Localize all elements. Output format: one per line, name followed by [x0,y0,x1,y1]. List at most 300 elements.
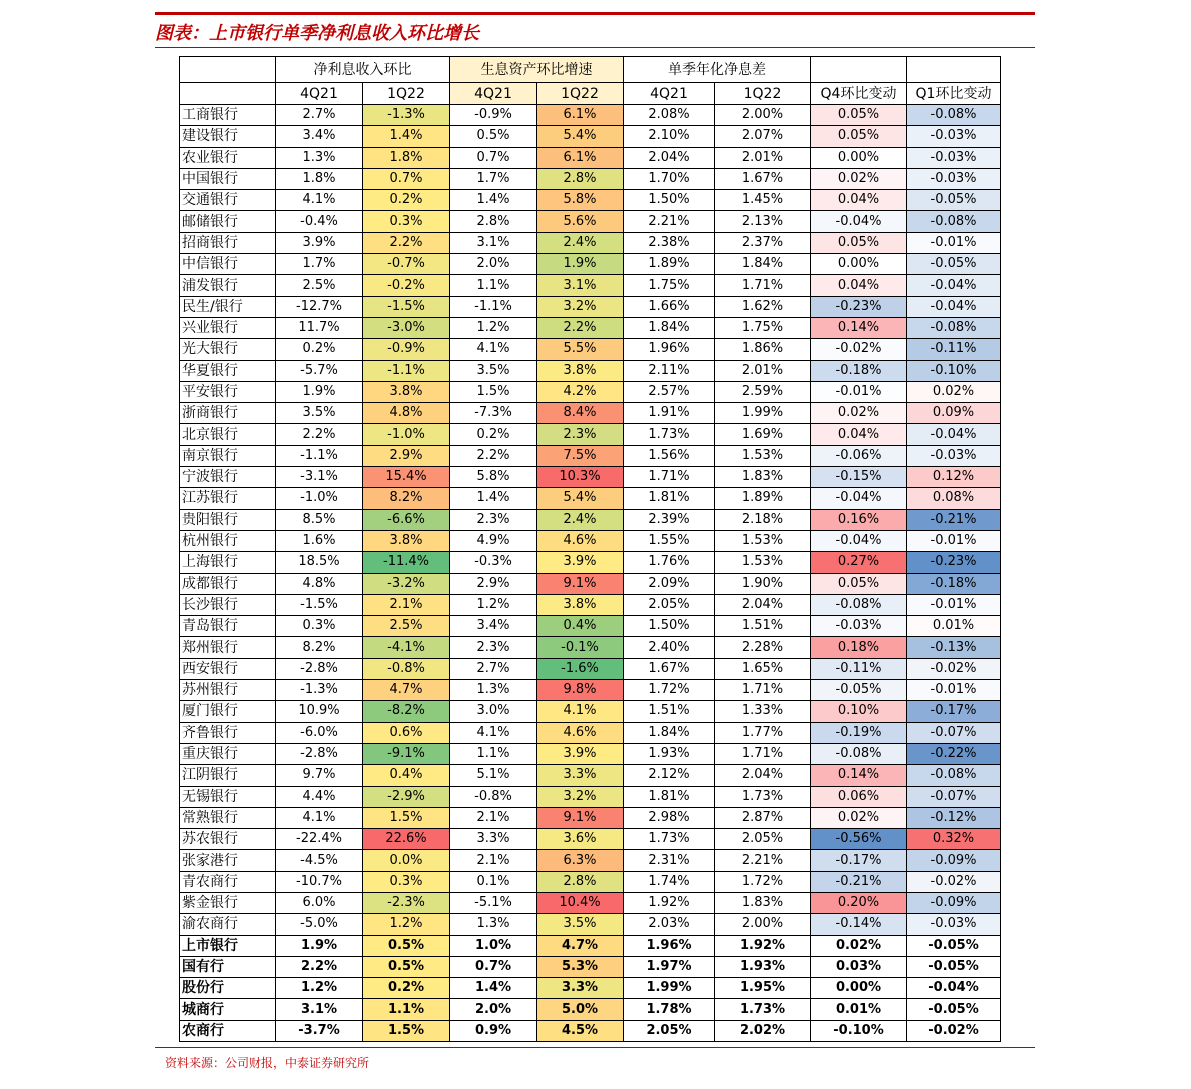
table-cell: 18.5% [276,552,363,573]
table-cell: 1.72% [715,871,811,892]
summary-row [180,1020,1001,1041]
table-cell: 4.1% [450,339,537,360]
table-row [180,296,1001,317]
table-cell: 0.2% [276,339,363,360]
table-cell: 0.12% [907,467,1001,488]
header-sub: 4Q21 [450,83,537,105]
table-cell: 1.93% [624,743,715,764]
table-cell: 1.67% [715,168,811,189]
table-cell: 1.8% [363,147,450,168]
table-cell: -0.22% [907,743,1001,764]
row-label: 青岛银行 [180,616,276,637]
table-cell: -0.05% [811,680,907,701]
table-cell: -0.11% [907,339,1001,360]
table-cell: 1.83% [715,467,811,488]
table-cell: -0.05% [907,935,1001,956]
table-cell: -0.04% [907,424,1001,445]
table-cell: 1.53% [715,530,811,551]
table-cell: -1.5% [363,296,450,317]
table-cell: 1.45% [715,190,811,211]
table-cell: 1.89% [624,254,715,275]
table-cell: 4.1% [276,807,363,828]
table-row [180,254,1001,275]
table-cell: -0.03% [907,126,1001,147]
table-cell: 2.21% [715,850,811,871]
header-sub: Q1环比变动 [907,83,1001,105]
table-cell: -0.05% [907,254,1001,275]
table-cell: 1.92% [624,892,715,913]
table-cell: -6.0% [276,722,363,743]
header-blank-q4 [811,57,907,83]
table-cell: -0.10% [907,360,1001,381]
header-row-periods [180,83,1001,105]
table-cell: 3.1% [276,999,363,1020]
table-cell: 1.3% [276,147,363,168]
row-label: 上市银行 [180,935,276,956]
table-cell: 2.7% [450,658,537,679]
table-cell: 4.6% [537,530,624,551]
table-cell: 1.62% [715,296,811,317]
table-cell: 1.56% [624,445,715,466]
table-cell: 2.01% [715,147,811,168]
table-cell: 0.02% [907,381,1001,402]
row-label: 无锡银行 [180,786,276,807]
table-cell: 0.6% [363,722,450,743]
table-cell: -0.56% [811,829,907,850]
table-cell: -0.18% [811,360,907,381]
row-label: 渝农商行 [180,914,276,935]
summary-row [180,956,1001,977]
table-cell: 1.2% [450,317,537,338]
row-label: 农商行 [180,1020,276,1041]
row-label: 成都银行 [180,573,276,594]
table-cell: -0.08% [811,743,907,764]
table-cell: 9.1% [537,807,624,828]
summary-row [180,978,1001,999]
table-cell: 1.70% [624,168,715,189]
table-cell: 10.4% [537,892,624,913]
row-label: 宁波银行 [180,467,276,488]
table-cell: 8.2% [363,488,450,509]
table-row [180,509,1001,530]
table-cell: -0.06% [811,445,907,466]
table-cell: 1.81% [624,488,715,509]
table-cell: 1.75% [715,317,811,338]
table-cell: 0.4% [537,616,624,637]
table-cell: 22.6% [363,829,450,850]
table-row [180,360,1001,381]
table-cell: 1.55% [624,530,715,551]
table-cell: 1.69% [715,424,811,445]
row-label: 光大银行 [180,339,276,360]
table-cell: -0.08% [907,105,1001,126]
table-cell: 2.05% [624,594,715,615]
row-label: 中国银行 [180,168,276,189]
table-cell: 3.1% [450,232,537,253]
row-label: 苏农银行 [180,829,276,850]
table-cell: 2.39% [624,509,715,530]
row-label: 常熟银行 [180,807,276,828]
table-cell: -0.02% [907,871,1001,892]
table-cell: 3.6% [537,829,624,850]
table-cell: 0.7% [450,956,537,977]
row-label: 齐鲁银行 [180,722,276,743]
table-cell: 0.14% [811,765,907,786]
table-cell: 5.4% [537,488,624,509]
table-cell: -0.07% [907,722,1001,743]
table-cell: 2.04% [715,765,811,786]
row-label: 厦门银行 [180,701,276,722]
table-cell: 1.73% [715,786,811,807]
table-cell: 0.00% [811,254,907,275]
table-cell: 0.18% [811,637,907,658]
table-cell: -0.08% [907,211,1001,232]
table-cell: 0.09% [907,403,1001,424]
table-cell: 2.00% [715,105,811,126]
table-cell: 4.9% [450,530,537,551]
row-label: 平安银行 [180,381,276,402]
table-cell: 0.2% [450,424,537,445]
table-cell: 1.99% [715,403,811,424]
table-cell: -1.5% [276,594,363,615]
table-cell: 3.1% [537,275,624,296]
table-cell: 0.10% [811,701,907,722]
table-cell: 4.6% [537,722,624,743]
title-bar [155,12,1035,48]
table-cell: 1.51% [624,701,715,722]
table-row [180,871,1001,892]
table-cell: 0.3% [363,871,450,892]
table-cell: 3.4% [450,616,537,637]
table-cell: -0.04% [907,978,1001,999]
header-nim: 单季年化净息差 [624,57,811,83]
table-cell: -0.01% [907,594,1001,615]
table-cell: 2.2% [363,232,450,253]
table-cell: 2.1% [363,594,450,615]
table-cell: 2.5% [363,616,450,637]
table-cell: 4.1% [537,701,624,722]
table-cell: 0.02% [811,935,907,956]
table-cell: -1.1% [363,360,450,381]
table-cell: 2.18% [715,509,811,530]
row-label: 浦发银行 [180,275,276,296]
row-label: 张家港行 [180,850,276,871]
row-label: 华夏银行 [180,360,276,381]
table-cell: -0.19% [811,722,907,743]
row-label: 浙商银行 [180,403,276,424]
table-cell: 1.77% [715,722,811,743]
table-cell: -0.03% [907,147,1001,168]
table-cell: 2.0% [450,254,537,275]
header-corner-2 [180,83,276,105]
table-cell: -3.2% [363,573,450,594]
table-cell: -2.3% [363,892,450,913]
table-cell: 0.01% [907,616,1001,637]
table-cell: -0.03% [907,445,1001,466]
table-cell: 3.0% [450,701,537,722]
table-cell: 3.9% [537,552,624,573]
table-cell: 2.11% [624,360,715,381]
table-cell: -0.01% [907,530,1001,551]
table-row [180,424,1001,445]
table-cell: 1.93% [715,956,811,977]
table-cell: 1.9% [537,254,624,275]
table-cell: 0.5% [450,126,537,147]
table-cell: 1.97% [624,956,715,977]
table-cell: 0.14% [811,317,907,338]
table-cell: 2.4% [537,232,624,253]
table-cell: -0.02% [907,1020,1001,1041]
row-label: 江阴银行 [180,765,276,786]
table-cell: -9.1% [363,743,450,764]
summary-row [180,999,1001,1020]
header-asset-growth: 生息资产环比增速 [450,57,624,83]
table-cell: -3.0% [363,317,450,338]
row-label: 招商银行 [180,232,276,253]
header-corner [180,57,276,83]
table-cell: 2.38% [624,232,715,253]
table-cell: 3.3% [537,765,624,786]
row-label: 郑州银行 [180,637,276,658]
table-cell: -0.03% [907,914,1001,935]
table-cell: -3.1% [276,467,363,488]
table-cell: 1.95% [715,978,811,999]
table-container [179,56,1001,1042]
header-sub: 1Q22 [715,83,811,105]
table-cell: 2.09% [624,573,715,594]
table-cell: 0.02% [811,168,907,189]
row-label: 股份行 [180,978,276,999]
row-label: 南京银行 [180,445,276,466]
table-cell: 2.10% [624,126,715,147]
table-cell: 4.4% [276,786,363,807]
table-cell: 0.02% [811,403,907,424]
table-cell: 2.2% [276,956,363,977]
table-row [180,232,1001,253]
table-cell: 1.72% [624,680,715,701]
row-label: 苏州银行 [180,680,276,701]
table-cell: 6.3% [537,850,624,871]
table-cell: 8.2% [276,637,363,658]
table-cell: 6.1% [537,105,624,126]
table-row [180,445,1001,466]
table-cell: 2.04% [715,594,811,615]
table-cell: 3.2% [537,296,624,317]
header-sub: 1Q22 [537,83,624,105]
table-cell: 1.4% [450,488,537,509]
table-cell: -0.10% [811,1020,907,1041]
header-row-groups [180,57,1001,83]
table-cell: 3.9% [537,743,624,764]
table-cell: 2.3% [537,424,624,445]
table-cell: -1.3% [276,680,363,701]
table-cell: 1.9% [276,381,363,402]
table-row [180,765,1001,786]
table-cell: -0.01% [811,381,907,402]
table-row [180,168,1001,189]
table-cell: -0.05% [907,190,1001,211]
table-cell: 0.06% [811,786,907,807]
table-row [180,552,1001,573]
table-cell: 2.8% [537,168,624,189]
table-cell: 2.57% [624,381,715,402]
table-cell: 1.74% [624,871,715,892]
table-cell: 2.7% [276,105,363,126]
table-cell: 1.84% [624,722,715,743]
row-label: 交通银行 [180,190,276,211]
table-cell: 4.1% [450,722,537,743]
table-cell: -0.09% [907,850,1001,871]
table-cell: 2.3% [450,637,537,658]
table-cell: 2.21% [624,211,715,232]
row-label: 青农商行 [180,871,276,892]
table-cell: 2.01% [715,360,811,381]
table-cell: 2.98% [624,807,715,828]
table-cell: -0.04% [811,211,907,232]
table-cell: 1.53% [715,445,811,466]
table-cell: 0.05% [811,232,907,253]
table-cell: 1.73% [624,424,715,445]
table-cell: 0.5% [363,935,450,956]
table-cell: 0.0% [363,850,450,871]
row-label: 中信银行 [180,254,276,275]
table-cell: -0.05% [907,999,1001,1020]
table-cell: 5.3% [537,956,624,977]
table-cell: 2.31% [624,850,715,871]
table-row [180,914,1001,935]
table-cell: -12.7% [276,296,363,317]
table-cell: 0.20% [811,892,907,913]
row-label: 西安银行 [180,658,276,679]
table-cell: 1.51% [715,616,811,637]
table-cell: -0.03% [811,616,907,637]
table-cell: -0.12% [907,807,1001,828]
table-cell: -0.04% [907,296,1001,317]
table-cell: 2.8% [537,871,624,892]
table-cell: 1.81% [624,786,715,807]
table-row [180,637,1001,658]
table-cell: 1.1% [450,743,537,764]
table-cell: 4.8% [363,403,450,424]
table-row [180,317,1001,338]
table-cell: 2.00% [715,914,811,935]
table-cell: -22.4% [276,829,363,850]
table-cell: 1.86% [715,339,811,360]
table-cell: -0.3% [450,552,537,573]
table-cell: -0.8% [450,786,537,807]
table-cell: 5.8% [450,467,537,488]
row-label: 兴业银行 [180,317,276,338]
chart-title: 图表：上市银行单季净利息收入环比增长 [155,23,479,44]
table-cell: 1.7% [450,168,537,189]
table-cell: 0.05% [811,573,907,594]
table-cell: -0.7% [363,254,450,275]
table-cell: 5.4% [537,126,624,147]
row-label: 重庆银行 [180,743,276,764]
header-blank-q1 [907,57,1001,83]
table-cell: -6.6% [363,509,450,530]
row-label: 国有行 [180,956,276,977]
table-cell: 1.3% [450,680,537,701]
table-cell: -0.17% [811,850,907,871]
table-cell: 1.99% [624,978,715,999]
table-cell: 0.7% [450,147,537,168]
table-cell: 0.04% [811,275,907,296]
table-cell: 1.9% [276,935,363,956]
table-row [180,701,1001,722]
table-cell: 1.83% [715,892,811,913]
table-cell: 1.84% [715,254,811,275]
row-label: 杭州银行 [180,530,276,551]
table-cell: 2.4% [537,509,624,530]
table-cell: 0.2% [363,978,450,999]
table-cell: 8.4% [537,403,624,424]
table-cell: 1.0% [450,935,537,956]
table-cell: -0.03% [907,168,1001,189]
table-cell: -5.7% [276,360,363,381]
table-cell: 2.2% [450,445,537,466]
table-cell: 1.89% [715,488,811,509]
row-label: 贵阳银行 [180,509,276,530]
table-cell: -0.21% [907,509,1001,530]
table-row [180,126,1001,147]
table-cell: 0.00% [811,978,907,999]
table-cell: 3.3% [450,829,537,850]
table-cell: 10.9% [276,701,363,722]
table-cell: -7.3% [450,403,537,424]
table-cell: 1.84% [624,317,715,338]
table-cell: -0.02% [811,339,907,360]
table-row [180,573,1001,594]
table-cell: 1.6% [276,530,363,551]
table-cell: 2.12% [624,765,715,786]
table-cell: 4.8% [276,573,363,594]
table-cell: 1.50% [624,616,715,637]
header-nii-qoq: 净利息收入环比 [276,57,450,83]
table-cell: -1.1% [450,296,537,317]
table-cell: -5.0% [276,914,363,935]
table-cell: 0.16% [811,509,907,530]
table-cell: 0.02% [811,807,907,828]
table-cell: 3.8% [363,381,450,402]
table-cell: 3.2% [537,786,624,807]
table-cell: 0.04% [811,424,907,445]
table-cell: -0.08% [907,765,1001,786]
table-cell: -0.13% [907,637,1001,658]
table-row [180,147,1001,168]
table-cell: 2.05% [624,1020,715,1041]
table-cell: 3.3% [537,978,624,999]
table-cell: -2.8% [276,743,363,764]
table-row [180,829,1001,850]
table-cell: 1.53% [715,552,811,573]
source-note: 资料来源：公司财报，中泰证券研究所 [165,1056,370,1070]
table-cell: 1.92% [715,935,811,956]
table-cell: 2.05% [715,829,811,850]
row-label: 长沙银行 [180,594,276,615]
table-cell: 1.5% [450,381,537,402]
table-cell: -8.2% [363,701,450,722]
table-cell: 0.4% [363,765,450,786]
table-cell: 3.8% [537,594,624,615]
table-cell: 4.7% [537,935,624,956]
row-label: 民生/银行 [180,296,276,317]
table-cell: 1.2% [276,978,363,999]
table-cell: 0.7% [363,168,450,189]
row-label: 邮储银行 [180,211,276,232]
table-cell: 0.05% [811,126,907,147]
table-cell: 6.1% [537,147,624,168]
